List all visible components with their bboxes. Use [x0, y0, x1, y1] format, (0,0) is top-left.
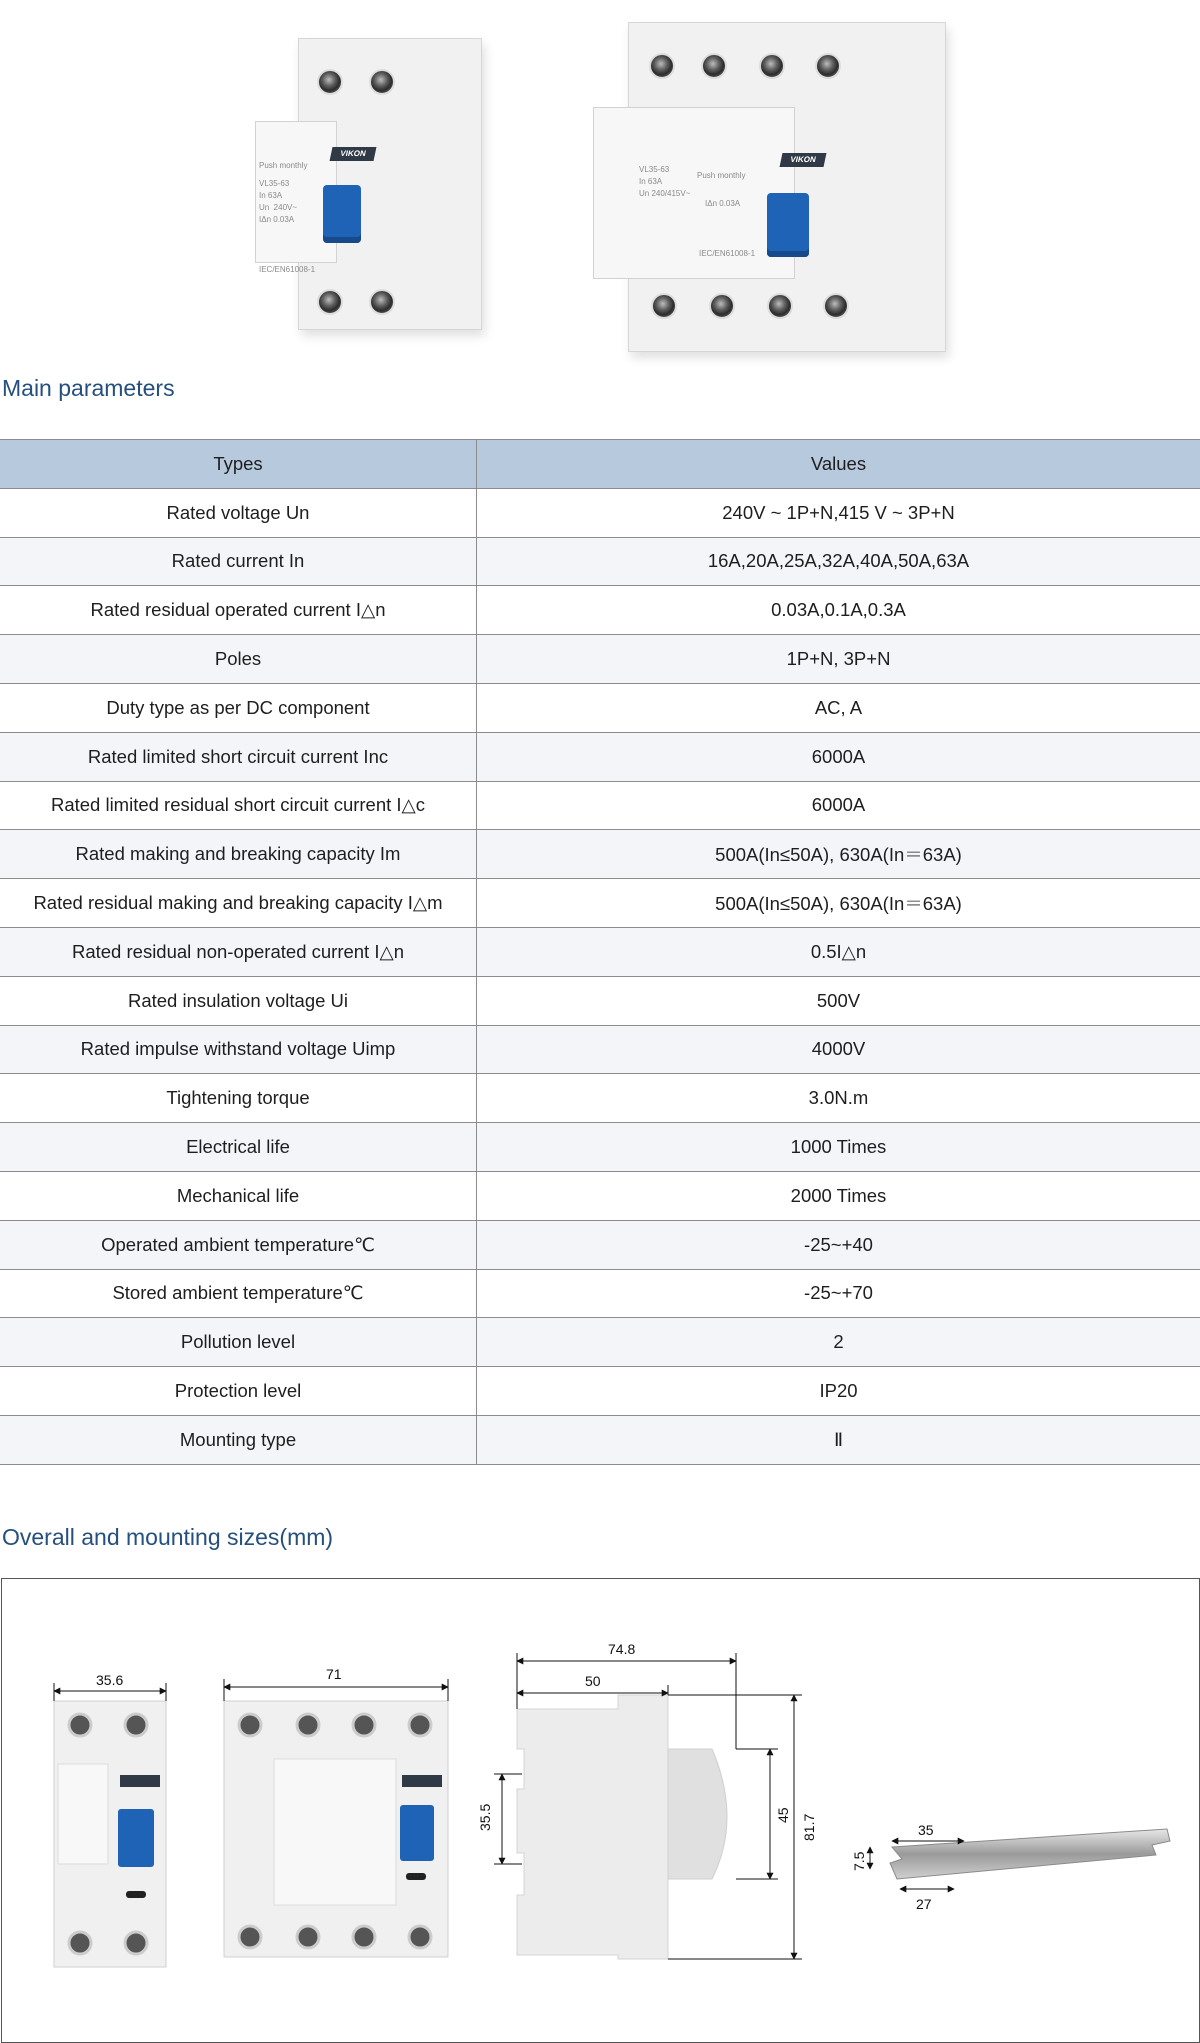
- param-value: -25~+40: [477, 1220, 1200, 1269]
- brand-logo: VIKON: [330, 147, 377, 161]
- param-type: Rated residual making and breaking capacity I△m: [0, 879, 477, 928]
- terminal-screw: [701, 53, 727, 79]
- product-photos: [0, 0, 1200, 365]
- rcd-2pole-photo: [259, 38, 482, 330]
- param-value: 6000A: [477, 732, 1200, 781]
- table-row: [0, 1220, 1200, 1269]
- table-row: [0, 635, 1200, 684]
- parameters-table: [0, 439, 1200, 1465]
- param-type: Electrical life: [0, 1123, 477, 1172]
- table-row: [0, 830, 1200, 879]
- terminal-screw: [759, 53, 785, 79]
- model-text: VL35-63: [259, 179, 290, 188]
- table-row: [0, 1171, 1200, 1220]
- param-value: 0.03A,0.1A,0.3A: [477, 586, 1200, 635]
- param-type: Rated limited short circuit current Inc: [0, 732, 477, 781]
- param-type: Rated impulse withstand voltage Uimp: [0, 1025, 477, 1074]
- table-row: [0, 1318, 1200, 1367]
- param-type: Mounting type: [0, 1415, 477, 1464]
- param-type: Rated residual operated current I△n: [0, 586, 477, 635]
- param-type: Tightening torque: [0, 1074, 477, 1123]
- dim-rail-width: 35: [918, 1822, 934, 1838]
- voltage-text: Un 240/415V~: [639, 189, 691, 198]
- header-types: Types: [0, 440, 477, 489]
- param-value: 3.0N.m: [477, 1074, 1200, 1123]
- param-value: 2000 Times: [477, 1171, 1200, 1220]
- param-value: -25~+70: [477, 1269, 1200, 1318]
- push-text: Push monthly: [697, 171, 746, 180]
- table-row: [0, 1074, 1200, 1123]
- param-value: 1P+N, 3P+N: [477, 635, 1200, 684]
- front-view-2pole: [54, 1672, 166, 1967]
- param-value: 500A(In≤50A), 630A(In＝63A): [477, 879, 1200, 928]
- param-type: Rated making and breaking capacity Im: [0, 830, 477, 879]
- param-value: 2: [477, 1318, 1200, 1367]
- table-row: [0, 1415, 1200, 1464]
- param-type: Rated insulation voltage Ui: [0, 976, 477, 1025]
- dim-width-4pole: 71: [326, 1666, 342, 1682]
- param-type: Rated residual non-operated current I△n: [0, 927, 477, 976]
- table-row: [0, 683, 1200, 732]
- table-row: [0, 927, 1200, 976]
- param-type: Protection level: [0, 1367, 477, 1416]
- table-row: [0, 976, 1200, 1025]
- dim-width-2pole: 35.6: [96, 1672, 124, 1688]
- table-row: [0, 781, 1200, 830]
- param-type: Rated limited residual short circuit current I△c: [0, 781, 477, 830]
- dim-mid-height: 45: [775, 1807, 791, 1823]
- param-value: 4000V: [477, 1025, 1200, 1074]
- dim-rail-base: 27: [916, 1896, 932, 1912]
- table-header-row: [0, 440, 1200, 489]
- table-row: [0, 1269, 1200, 1318]
- param-value: 16A,20A,25A,32A,40A,50A,63A: [477, 537, 1200, 586]
- front-view-4pole: [224, 1666, 448, 1957]
- param-type: Pollution level: [0, 1318, 477, 1367]
- dim-depth-total: 74.8: [608, 1641, 636, 1657]
- table-row: [0, 732, 1200, 781]
- rcd-4pole-photo: [628, 22, 946, 352]
- residual-text: IΔn 0.03A: [259, 215, 295, 224]
- param-value: IP20: [477, 1367, 1200, 1416]
- table-row: [0, 1367, 1200, 1416]
- terminal-screw: [651, 293, 677, 319]
- side-view: [477, 1641, 817, 1959]
- param-value: 500A(In≤50A), 630A(In＝63A): [477, 830, 1200, 879]
- toggle-lever: [767, 193, 809, 257]
- dim-rail-height: 7.5: [851, 1851, 867, 1871]
- dim-front-height: 35.5: [477, 1803, 493, 1831]
- rating-text: In 63A: [639, 177, 663, 186]
- dim-depth-body: 50: [585, 1673, 601, 1689]
- param-type: Rated current In: [0, 537, 477, 586]
- terminal-screw: [823, 293, 849, 319]
- brand-logo: VIKON: [780, 153, 827, 167]
- table-row: [0, 879, 1200, 928]
- standard-text: IEC/EN61008-1: [259, 265, 316, 274]
- table-row: [0, 537, 1200, 586]
- param-value: Ⅱ: [477, 1415, 1200, 1464]
- table-row: [0, 1123, 1200, 1172]
- param-value: 1000 Times: [477, 1123, 1200, 1172]
- table-row: [0, 1025, 1200, 1074]
- terminal-screw: [369, 69, 395, 95]
- din-rail-view: [851, 1822, 1170, 1912]
- sizes-title: Overall and mounting sizes(mm): [2, 1524, 334, 1550]
- dimension-drawing: [2, 1579, 1199, 2042]
- param-value: 0.5I△n: [477, 927, 1200, 976]
- param-type: Mechanical life: [0, 1171, 477, 1220]
- voltage-text: Un 240V~: [259, 203, 298, 212]
- main-parameters-title: Main parameters: [2, 375, 175, 401]
- header-values: Values: [477, 440, 1200, 489]
- dim-total-height: 81.7: [801, 1813, 817, 1841]
- param-value: AC, A: [477, 683, 1200, 732]
- param-value: 500V: [477, 976, 1200, 1025]
- terminal-screw: [317, 69, 343, 95]
- table-row: [0, 488, 1200, 537]
- param-type: Poles: [0, 635, 477, 684]
- table-row: [0, 586, 1200, 635]
- param-value: 240V ~ 1P+N,415 V ~ 3P+N: [477, 488, 1200, 537]
- param-type: Operated ambient temperature℃: [0, 1220, 477, 1269]
- push-text: Push monthly: [259, 161, 308, 170]
- terminal-screw: [815, 53, 841, 79]
- terminal-screw: [649, 53, 675, 79]
- terminal-screw: [709, 293, 735, 319]
- param-type: Duty type as per DC component: [0, 683, 477, 732]
- standard-text: IEC/EN61008-1: [699, 249, 756, 258]
- param-type: Stored ambient temperature℃: [0, 1269, 477, 1318]
- terminal-screw: [767, 293, 793, 319]
- front-label-plate: [593, 107, 795, 279]
- model-text: VL35-63: [639, 165, 670, 174]
- terminal-screw: [369, 289, 395, 315]
- mounting-sizes-drawing: [1, 1578, 1200, 2043]
- param-type: Rated voltage Un: [0, 488, 477, 537]
- rating-text: In 63A: [259, 191, 283, 200]
- toggle-lever: [323, 185, 361, 243]
- terminal-screw: [317, 289, 343, 315]
- param-value: 6000A: [477, 781, 1200, 830]
- residual-text: IΔn 0.03A: [705, 199, 741, 208]
